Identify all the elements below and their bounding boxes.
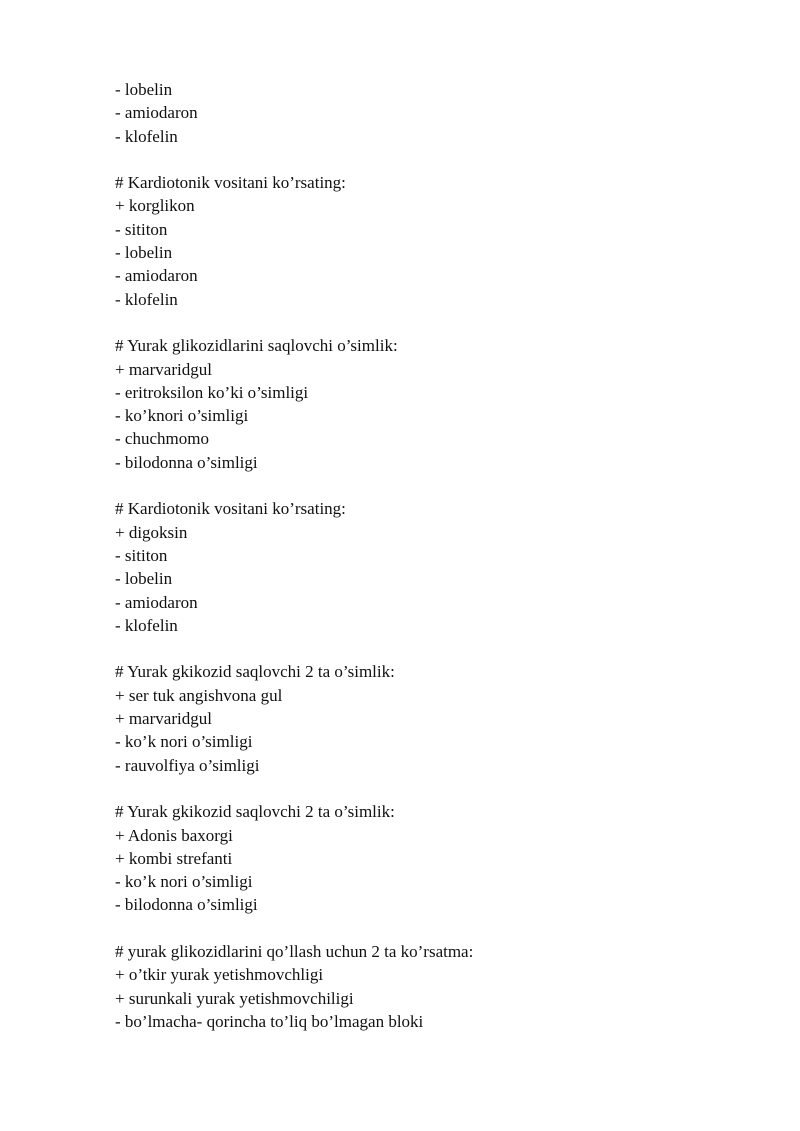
answer-option: - amiodaron — [115, 592, 198, 612]
answer-option: - rauvolfiya o’simligi — [115, 755, 260, 775]
question-text: # Yurak glikozidlarini saqlovchi o’simlik: — [115, 336, 398, 356]
spacer — [115, 917, 760, 940]
spacer — [115, 148, 760, 171]
spacer — [115, 474, 760, 497]
answer-option: - bilodonna o’simligi — [115, 895, 258, 915]
question-text: # Kardiotonik vositani ko’rsating: — [115, 499, 346, 519]
spacer — [115, 777, 760, 800]
answer-option: - amiodaron — [115, 266, 198, 286]
answer-option: + marvaridgul — [115, 359, 212, 379]
answer-option: - bilodonna o’simligi — [115, 452, 258, 472]
answer-option: + o’tkir yurak yetishmovchligi — [115, 965, 324, 985]
document-page — [115, 78, 760, 1033]
question-text: # Yurak gkikozid saqlovchi 2 ta o’simlik: — [115, 662, 395, 682]
lead-option: - lobelin — [115, 80, 173, 99]
answer-option: + ser tuk angishvona gul — [115, 685, 283, 705]
answer-option: - eritroksilon ko’ki o’simligi — [115, 382, 309, 402]
spacer — [115, 311, 760, 334]
answer-option: - klofelin — [115, 289, 178, 309]
spacer — [115, 637, 760, 660]
lead-option: - klofelin — [115, 126, 178, 146]
answer-option: - ko’knori o’simligi — [115, 406, 249, 426]
answer-option: - klofelin — [115, 615, 178, 635]
answer-option: - chuchmomo — [115, 429, 209, 449]
answer-option: + korglikon — [115, 196, 195, 216]
answer-option: - sititon — [115, 545, 168, 565]
question-text: # Kardiotonik vositani ko’rsating: — [115, 173, 346, 193]
answer-option: + kombi strefanti — [115, 848, 233, 868]
answer-option: - sititon — [115, 219, 168, 239]
answer-option: - ko’k nori o’simligi — [115, 732, 253, 752]
answer-option: - ko’k nori o’simligi — [115, 872, 253, 892]
question-text: # yurak glikozidlarini qo’llash uchun 2 ta ko’rsatma: — [115, 941, 474, 961]
answer-option: + Adonis baxorgi — [115, 825, 233, 845]
answer-option: - lobelin — [115, 243, 173, 263]
answer-option: + surunkali yurak yetishmovchiligi — [115, 988, 354, 1008]
lead-option: - amiodaron — [115, 103, 198, 123]
answer-option: - bo’lmacha- qorincha to’liq bo’lmagan bloki — [115, 1011, 424, 1031]
answer-option: - lobelin — [115, 569, 173, 589]
answer-option: + marvaridgul — [115, 709, 212, 729]
answer-option: + digoksin — [115, 522, 188, 542]
question-text: # Yurak gkikozid saqlovchi 2 ta o’simlik: — [115, 802, 395, 822]
